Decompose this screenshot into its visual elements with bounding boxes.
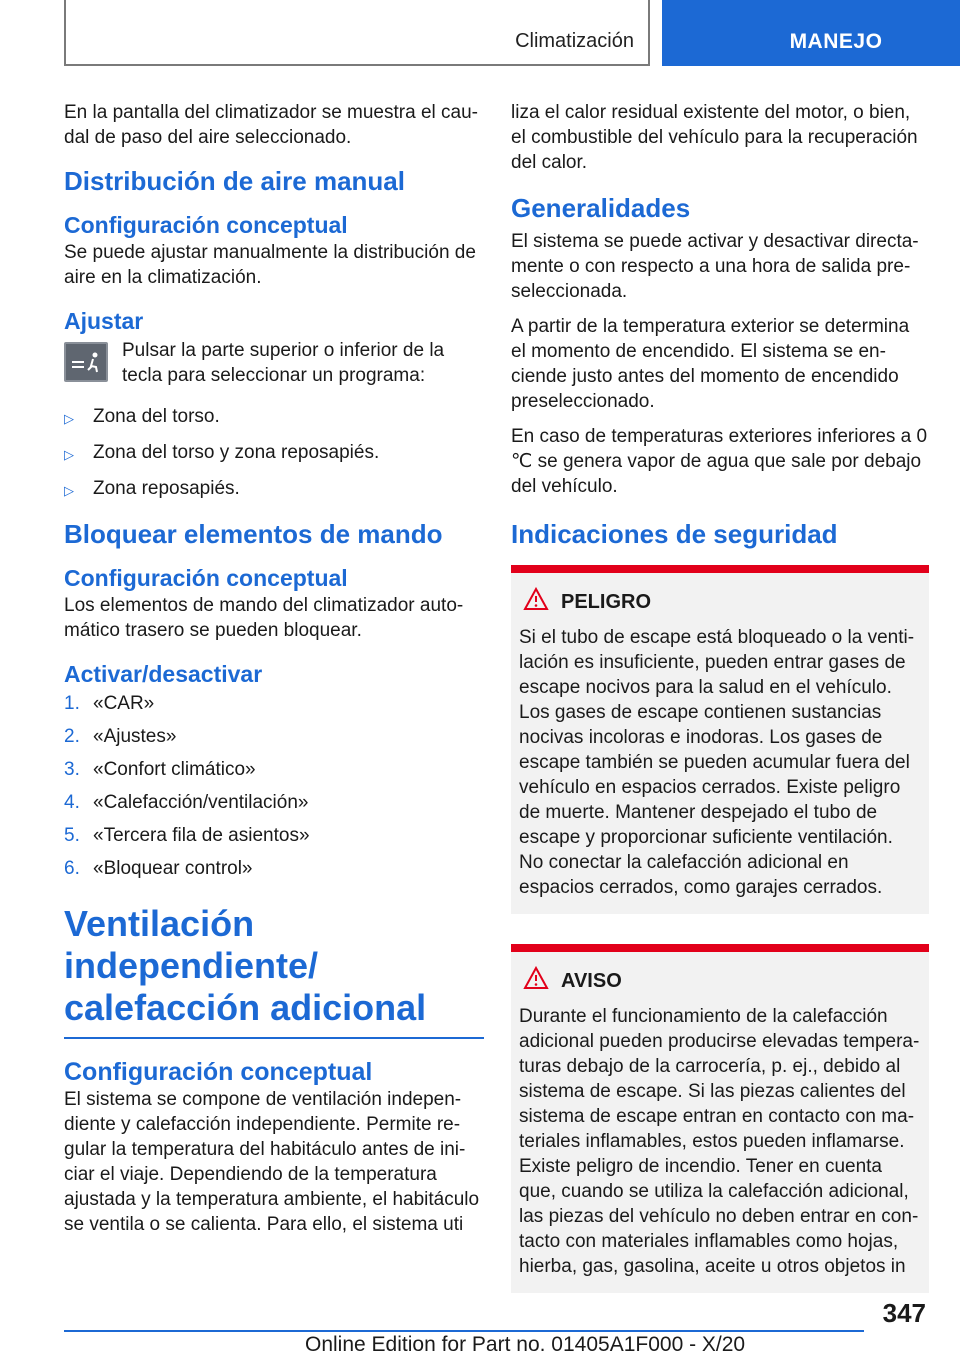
list-item: 3. «Confort climático»	[64, 759, 256, 780]
heading-configuracion-2: Configuración conceptual	[64, 565, 348, 591]
steps-list	[64, 691, 484, 881]
danger-notice-header	[519, 587, 922, 617]
heading-distribucion: Distribución de aire manual	[64, 166, 405, 196]
chapter-tab[interactable]	[662, 0, 960, 66]
triangle-bullet-icon: ▷	[64, 483, 74, 498]
paragraph-continuation: liza el calor residual existente del motor, o bien, el combustible del vehículo para la recuperación del calor.	[511, 102, 918, 173]
list-item: 1. «CAR»	[64, 693, 155, 714]
heading-ajustar: Ajustar	[64, 308, 144, 334]
list-item: ▷ Zona reposapiés.	[64, 476, 484, 503]
footer-edition: Online Edition for Part no. 01405A1F000 - X/20	[305, 1333, 746, 1356]
paragraph-ajustar: Pulsar la parte superior o inferior de la tecla para seleccionar un programa:	[122, 340, 445, 386]
paragraph-configuracion-1: Se puede ajustar manualmente la distribución de aire en la climatización.	[64, 242, 476, 288]
ajustar-block	[64, 338, 484, 388]
paragraph-generalidades-2: A partir de la temperatura exterior se determina el momento de encendido. El sistema se enciende justo antes del momento de encendido preseleccionado.	[511, 316, 910, 412]
list-item: 6. «Bloquear control»	[64, 858, 253, 879]
warning-triangle-icon	[523, 966, 561, 996]
chapter-tab-label: MANEJO	[789, 30, 883, 53]
air-distribution-button-icon	[64, 342, 108, 382]
danger-notice-title: PELIGRO	[561, 590, 652, 613]
paragraph-generalidades-3: En caso de temperaturas exteriores inferiores a 0 ℃ se genera vapor de agua que sale por debajo del vehículo.	[511, 426, 928, 497]
caution-notice-text: Durante el funcionamiento de la calefacción adicional pueden producirse elevadas temperaturas debajo de la carrocería, p. ej., debido al sistema de escape. Si las piezas calientes del sistema de escape entran en contacto con materiales inflamables, estos pueden inflamarse. Existe peligro de incendio. Tener en cuenta que, cuando se utiliza la calefacción adicional, las piezas del vehículo no deben entrar en contacto con materiales inflamables como hojas, hierba, gas, gasolina, aceite u otros objetos in	[519, 1006, 920, 1277]
warning-triangle-icon	[523, 587, 561, 617]
danger-notice	[511, 565, 929, 914]
heading-activar: Activar/desactivar	[64, 661, 263, 687]
header-section-box	[64, 0, 650, 66]
danger-notice-text: Si el tubo de escape está bloqueado o la ventilación es insuficiente, pueden entrar gases de escape nocivos para la salud en el vehículo. Los gases de escape contienen sustancias nocivas incoloras e inodoras. Los gases de escape también se pueden acumular fuera del vehículo en espacios cerrados. Existe peligro de muerte. Mantener despejado el tubo de escape y proporcionar suficiente ventilación. No conectar la calefacción adicional en espacios cerrados, como garajes cerrados.	[519, 627, 915, 898]
triangle-bullet-icon: ▷	[64, 447, 74, 462]
list-item: ▷ Zona del torso y zona reposapiés.	[64, 440, 484, 467]
paragraph-configuracion-2: Los elementos de mando del climatizador automático trasero se pueden bloquear.	[64, 595, 464, 641]
heading-configuracion-1: Configuración conceptual	[64, 212, 348, 238]
caution-notice-title: AVISO	[561, 969, 622, 992]
caution-notice-header	[519, 966, 922, 996]
footer-divider	[64, 1330, 864, 1332]
bullet-list	[64, 404, 484, 503]
section-title: Climatización	[515, 30, 634, 52]
right-column	[511, 100, 929, 1293]
triangle-bullet-icon: ▷	[64, 411, 74, 426]
page-header	[0, 0, 960, 66]
heading-generalidades: Generalidades	[511, 193, 691, 223]
heading-seguridad: Indicaciones de seguridad	[511, 519, 838, 549]
heading-ventilacion: Ventilación independiente/ calefacción adicional	[64, 903, 484, 1039]
left-column	[64, 100, 484, 1247]
list-item: 2. «Ajustes»	[64, 726, 177, 747]
paragraph-configuracion-3: El sistema se compone de ventilación independiente y calefacción independiente. Permite regular la temperatura del habitáculo antes de iniciar el viaje. Dependiendo de la temperatura ajustada y la temperatura ambiente, el habitáculo se ventila o se calienta. Para ello, el sistema uti	[64, 1089, 480, 1235]
heading-configuracion-3: Configuración conceptual	[64, 1058, 373, 1086]
list-item: 4. «Calefacción/ventilación»	[64, 792, 309, 813]
intro-paragraph: En la pantalla del climatizador se muestra el caudal de paso del aire seleccionado.	[64, 102, 478, 148]
paragraph-generalidades-1: El sistema se puede activar y desactivar directamente o con respecto a una hora de salida preseleccionada.	[511, 231, 919, 302]
list-item: ▷ Zona del torso.	[64, 404, 484, 431]
list-item: 5. «Tercera fila de asientos»	[64, 825, 310, 846]
heading-bloquear: Bloquear elementos de mando	[64, 519, 443, 549]
page-number: 347	[882, 1298, 926, 1328]
caution-notice	[511, 944, 929, 1293]
